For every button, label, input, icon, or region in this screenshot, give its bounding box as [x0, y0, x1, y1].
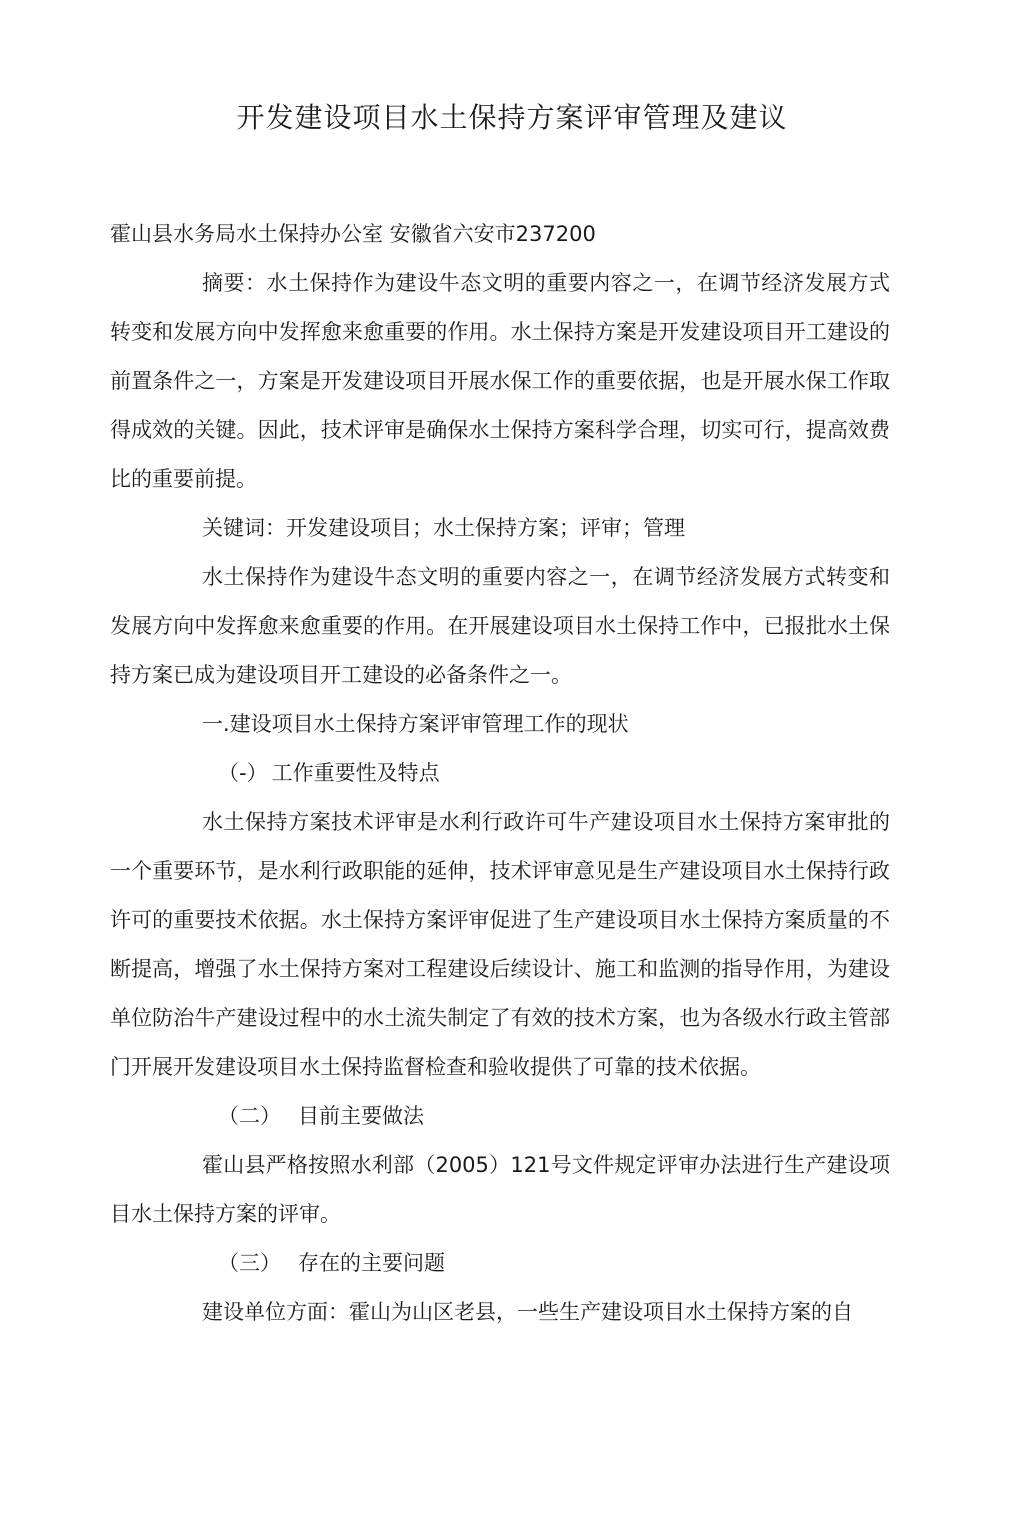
- subsection-heading-3: [110, 1239, 890, 1288]
- section-heading-1: 一.建设项目水土保持方案评审管理工作的现状: [202, 712, 629, 736]
- subsection-3-paragraph: 建设单位方面：霍山为山区老县，一些生产建设项目水土保持方案的自: [202, 1300, 853, 1324]
- intro-paragraph: 水土保持作为建设牛态文明的重要内容之一，在调节经济发展方式转变和发展方向中发挥愈来愈重要的作用。在开展建设项目水土保持工作中，已报批水土保持方案已成为建设项目开工建设的必备条件之一。: [110, 565, 890, 687]
- subsection-number: （-）: [218, 761, 268, 785]
- subsection-title: 目前主要做法: [298, 1104, 424, 1128]
- abstract-paragraph: 摘要：水土保持作为建设牛态文明的重要内容之一，在调节经济发展方式转变和发展方向中发挥愈来愈重要的作用。水土保持方案是开发建设项目开工建设的前置条件之一，方案是开发建设项目开展水保工作的重要依据，也是开展水保工作取得成效的关键。因此，技术评审是确保水土保持方案科学合理，切实可行，提高效费比的重要前提。: [110, 271, 890, 491]
- document-title: 开发建设项目水土保持方案评审管理及建议: [236, 101, 788, 134]
- subsection-number: （三）: [218, 1251, 281, 1275]
- keywords-paragraph: 关键词：开发建设项目；水土保持方案；评审；管理: [202, 516, 685, 540]
- subsection-1-paragraph: 水土保持方案技术评审是水利行政许可牛产建设项目水土保持方案审批的一个重要环节，是水利行政职能的延伸，技术评审意见是生产建设项目水土保持行政许可的重要技术依据。水土保持方案评审促进了生产建设项目水土保持方案质量的不断提高，增强了水土保持方案对工程建设后续设计、施工和监测的指导作用，为建设单位防治牛产建设过程中的水土流失制定了有效的技术方案，也为各级水行政主管部门开展开发建设项目水土保持监督检查和验收提供了可靠的技术依据。: [110, 810, 890, 1079]
- subsection-title: 存在的主要问题: [298, 1251, 445, 1275]
- subsection-title: 工作重要性及特点: [271, 761, 440, 785]
- subsection-heading-2: [110, 1092, 890, 1141]
- subsection-number: （二）: [218, 1104, 281, 1128]
- document-body: [110, 210, 890, 1337]
- subsection-heading-1: [110, 749, 890, 798]
- subsection-2-paragraph: 霍山县严格按照水利部（2005）121号文件规定评审办法进行生产建设项目水土保持方案的评审。: [110, 1153, 890, 1226]
- author-affiliation: 霍山县水务局水土保持办公室 安徽省六安市237200: [110, 222, 596, 246]
